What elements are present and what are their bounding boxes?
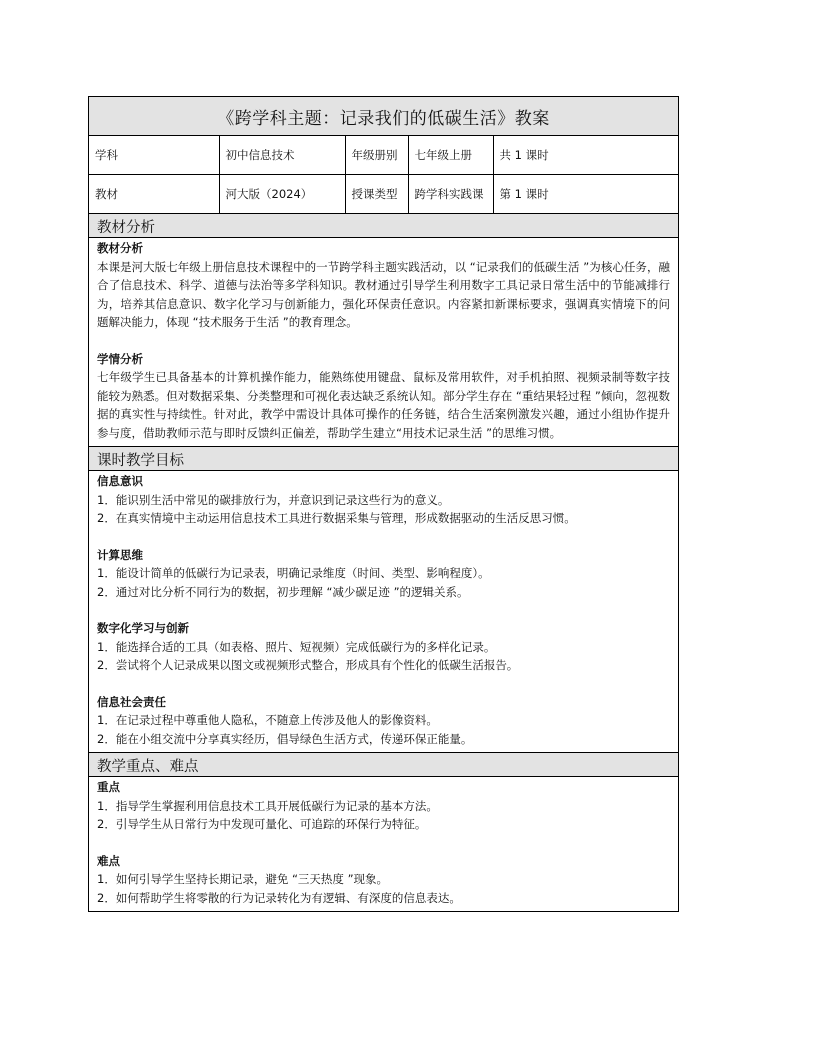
section-body-goals: [89, 471, 678, 753]
section-heading-keypoints: 教学重点、难点: [89, 753, 678, 777]
goal-group-title: 计算思维: [97, 547, 143, 562]
list-item: 2．如何帮助学生将零散的行为记录转化为有逻辑、有深度的信息表达。: [97, 890, 461, 905]
info-row-textbook: [89, 175, 678, 214]
info-cell: 跨学科实践课: [408, 175, 493, 214]
list-item: 2．通过对比分析不同行为的数据，初步理解 “减少碳足迹 ”的逻辑关系。: [97, 584, 469, 599]
keypoint-group-title: 重点: [97, 780, 120, 794]
section-heading-analysis: 教材分析: [89, 214, 678, 238]
info-cell: 第 1 课时: [493, 175, 678, 214]
keypoint-group-title: 难点: [97, 853, 120, 868]
list-item: 2．尝试将个人记录成果以图文或视频形式整合，形成具有个性化的低碳生活报告。: [97, 658, 519, 672]
info-cell: 年级册别: [345, 136, 408, 175]
info-cell: 授课类型: [345, 175, 408, 214]
document-title: 《跨学科主题：记录我们的低碳生活》教案: [89, 97, 678, 136]
list-item: 1．指导学生掌握利用信息技术工具开展低碳行为记录的基本方法。: [97, 798, 438, 813]
list-item: 1．如何引导学生坚持长期记录，避免 “三天热度 ”现象。: [97, 872, 389, 886]
info-cell: 初中信息技术: [219, 136, 345, 175]
info-row-subject: [89, 136, 678, 175]
section-body-keypoints: [89, 777, 678, 911]
info-cell: 教材: [89, 175, 219, 214]
info-table: [89, 136, 678, 214]
section-heading-goals: 课时教学目标: [89, 447, 678, 471]
list-item: 1．能设计简单的低碳行为记录表，明确记录维度（时间、类型、影响程度）。: [97, 566, 490, 580]
info-cell: 河大版（2024）: [219, 175, 345, 214]
info-cell: 学科: [89, 136, 219, 175]
list-item: 1．能选择合适的工具（如表格、照片、短视频）完成低碳行为的多样化记录。: [97, 639, 496, 654]
goal-group-title: 信息意识: [97, 474, 143, 488]
paragraph-students: 七年级学生已具备基本的计算机操作能力，能熟练使用键盘、鼠标及常用软件，对手机拍照、视频录制等数字技能较为熟悉。但对数据采集、分类整理和可视化表达缺乏系统认知。部分学生存在 “重结果轻过程 ”倾向，忽视数据的真实性与持续性。针对此，教学中需设计具体可操作的任务链，结合生活案例激发兴趣，通过小组协作提升参与度，借助教师示范与即时反馈纠正偏差，帮助学生建立“用技术记录生活 ”的思维习惯。: [97, 370, 670, 440]
goal-group-title: 信息社会责任: [97, 694, 166, 709]
info-cell: 七年级上册: [408, 136, 493, 175]
subheading-students: 学情分析: [97, 351, 143, 366]
list-item: 1．能识别生活中常见的碳排放行为，并意识到记录这些行为的意义。: [97, 492, 450, 507]
paragraph-textbook: 本课是河大版七年级上册信息技术课程中的一节跨学科主题实践活动，以 “记录我们的低碳生活 ”为核心任务，融合了信息技术、科学、道德与法治等多学科知识。教材通过引导学生利用数字工具记录日常生活中的节能减排行为，培养其信息意识、数字化学习与创新能力，强化环保责任意识。内容紧扣新课标要求，强调真实情境下的问题解决能力，体现 “技术服务于生活 ”的教育理念。: [97, 259, 670, 329]
list-item: 2．能在小组交流中分享真实经历，倡导绿色生活方式，传递环保正能量。: [97, 731, 473, 746]
lesson-plan-document: [88, 96, 679, 912]
list-item: 2．引导学生从日常行为中发现可量化、可追踪的环保行为特征。: [97, 817, 427, 831]
subheading-textbook: 教材分析: [97, 241, 143, 255]
list-item: 1．在记录过程中尊重他人隐私，不随意上传涉及他人的影像资料。: [97, 713, 438, 727]
list-item: 2．在真实情境中主动运用信息技术工具进行数据采集与管理，形成数据驱动的生活反思习惯。: [97, 511, 576, 525]
goal-group-title: 数字化学习与创新: [97, 621, 189, 635]
info-cell: 共 1 课时: [493, 136, 678, 175]
section-body-analysis: [89, 238, 678, 447]
